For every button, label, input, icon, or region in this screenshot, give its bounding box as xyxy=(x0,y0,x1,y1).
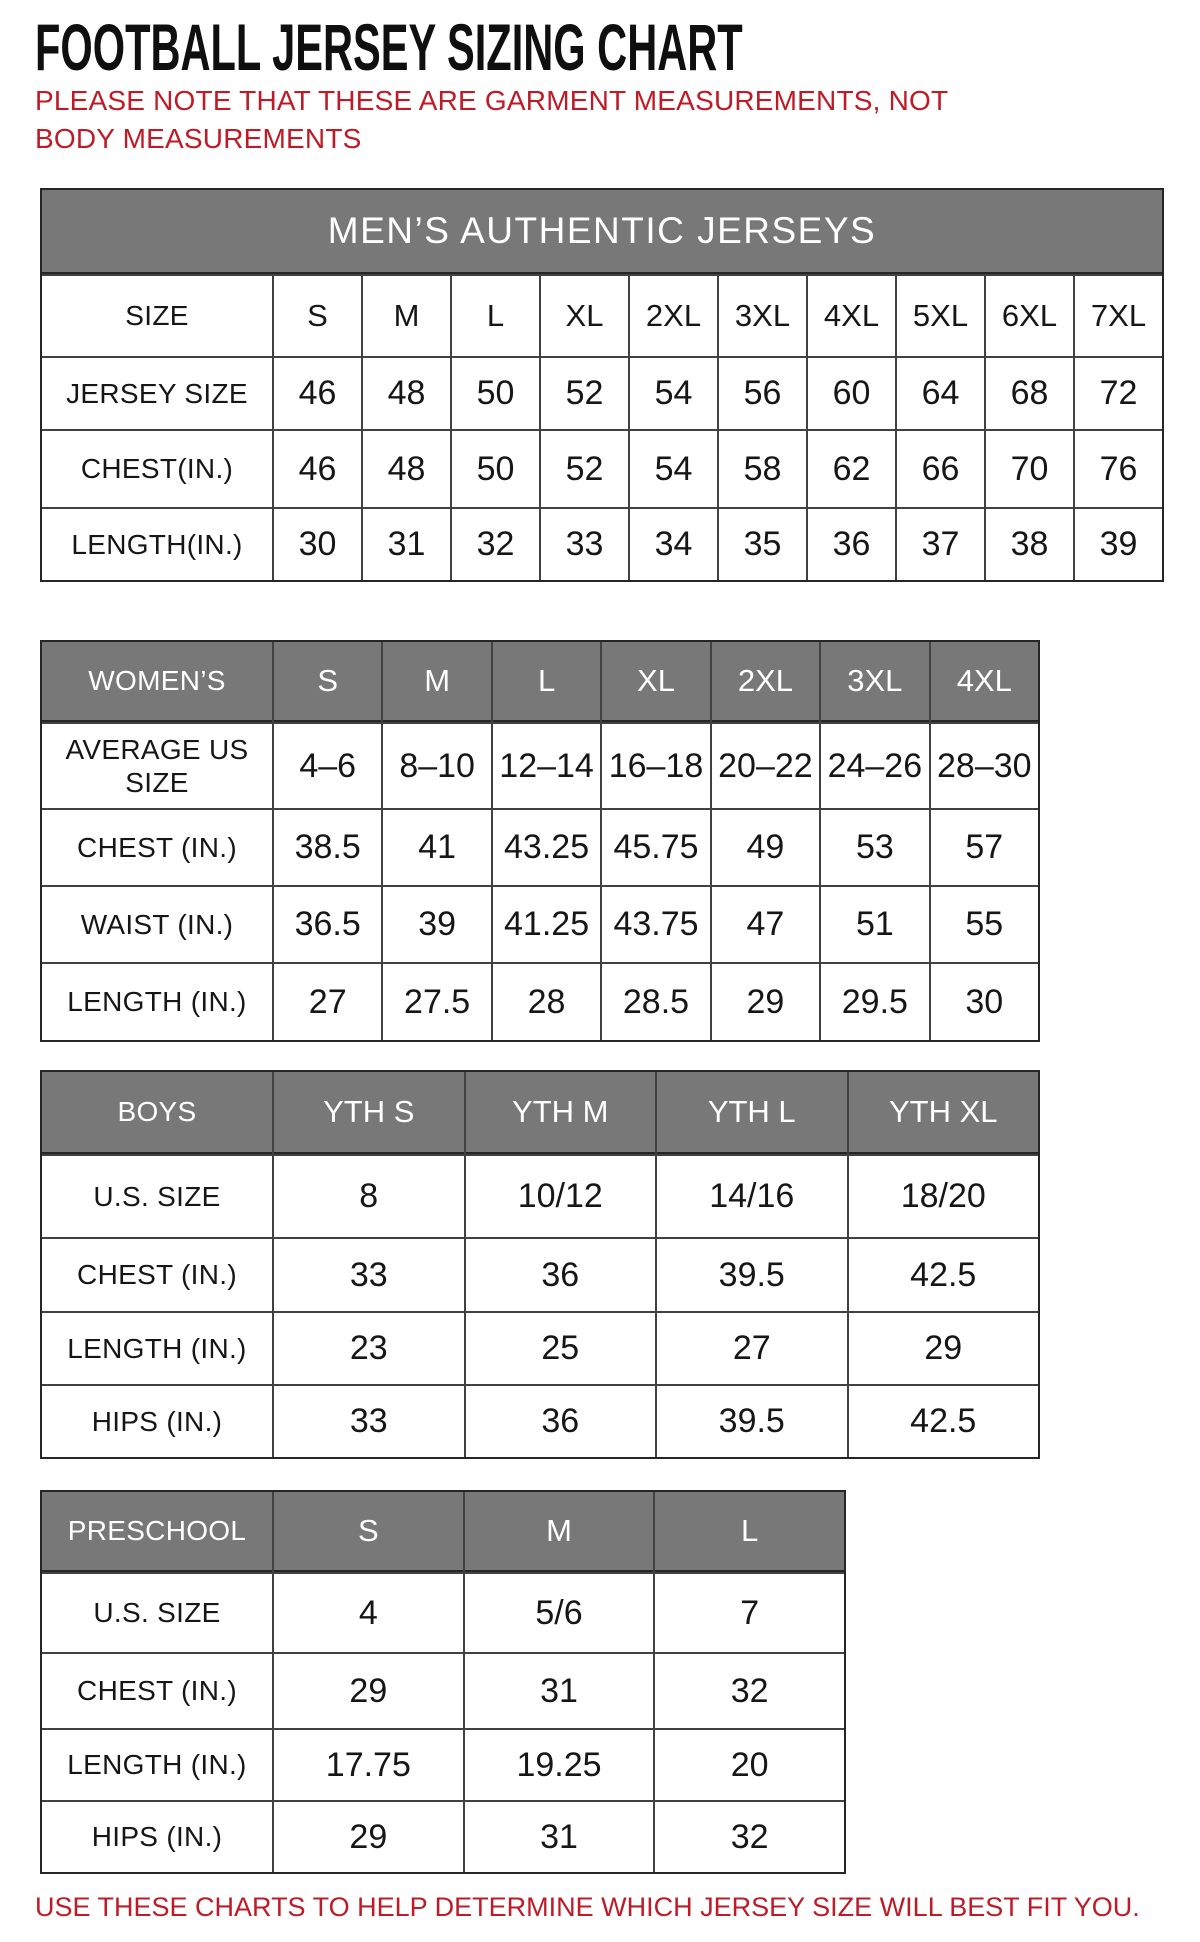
mens-row-label: CHEST(IN.) xyxy=(42,431,272,507)
boys-cell: 23 xyxy=(274,1313,464,1384)
boys-column-header: YTH S xyxy=(274,1072,464,1154)
womens-cell: 41 xyxy=(383,810,490,885)
garment-measurements-note: PLEASE NOTE THAT THESE ARE GARMENT MEASUREMENTS, NOT BODY MEASUREMENTS xyxy=(35,85,948,154)
mens-column-header: S xyxy=(274,276,361,356)
boys-column-header: YTH XL xyxy=(849,1072,1039,1154)
mens-cell: 66 xyxy=(897,431,984,507)
mens-column-header: 2XL xyxy=(630,276,717,356)
boys-sizing-table xyxy=(40,1070,1040,1459)
mens-cell: 32 xyxy=(452,509,539,580)
boys-column-header: YTH M xyxy=(466,1072,656,1154)
mens-cell: 48 xyxy=(363,431,450,507)
preschool-cell: 19.25 xyxy=(465,1730,654,1800)
boys-cell: 29 xyxy=(849,1313,1039,1384)
mens-cell: 58 xyxy=(719,431,806,507)
mens-cell: 30 xyxy=(274,509,361,580)
mens-cell: 52 xyxy=(541,431,628,507)
preschool-cell: 32 xyxy=(655,1802,844,1872)
womens-column-header: S xyxy=(274,642,381,722)
womens-column-header: 3XL xyxy=(821,642,928,722)
preschool-cell: 32 xyxy=(655,1654,844,1728)
womens-cell: 27 xyxy=(274,964,381,1040)
preschool-corner-label: PRESCHOOL xyxy=(42,1492,272,1572)
womens-cell: 29 xyxy=(712,964,819,1040)
fit-guidance-note: USE THESE CHARTS TO HELP DETERMINE WHICH JERSEY SIZE WILL BEST FIT YOU. xyxy=(35,1892,1140,1922)
boys-corner-label: BOYS xyxy=(42,1072,272,1154)
preschool-cell: 7 xyxy=(655,1574,844,1652)
mens-row-label: LENGTH(IN.) xyxy=(42,509,272,580)
womens-cell: 55 xyxy=(931,887,1038,962)
womens-cell: 24–26 xyxy=(821,724,928,808)
womens-column-header: M xyxy=(383,642,490,722)
womens-row-label: WAIST (IN.) xyxy=(42,887,272,962)
mens-column-header: 7XL xyxy=(1075,276,1162,356)
mens-corner-label: SIZE xyxy=(42,276,272,356)
mens-cell: 46 xyxy=(274,358,361,429)
boys-cell: 25 xyxy=(466,1313,656,1384)
womens-row-label: AVERAGE US SIZE xyxy=(42,724,272,808)
mens-banner: MEN’S AUTHENTIC JERSEYS xyxy=(42,190,1162,274)
boys-cell: 27 xyxy=(657,1313,847,1384)
mens-cell: 54 xyxy=(630,431,717,507)
womens-cell: 27.5 xyxy=(383,964,490,1040)
womens-column-header: XL xyxy=(602,642,709,722)
mens-row-label: JERSEY SIZE xyxy=(42,358,272,429)
boys-cell: 36 xyxy=(466,1386,656,1457)
womens-sizing-table xyxy=(40,640,1040,1042)
womens-cell: 20–22 xyxy=(712,724,819,808)
mens-column-header: 4XL xyxy=(808,276,895,356)
boys-cell: 42.5 xyxy=(849,1239,1039,1311)
womens-cell: 12–14 xyxy=(493,724,600,808)
mens-cell: 36 xyxy=(808,509,895,580)
womens-cell: 43.75 xyxy=(602,887,709,962)
preschool-cell: 29 xyxy=(274,1654,463,1728)
mens-cell: 50 xyxy=(452,431,539,507)
mens-cell: 56 xyxy=(719,358,806,429)
womens-cell: 36.5 xyxy=(274,887,381,962)
mens-authentic-jerseys-table xyxy=(40,188,1164,582)
womens-cell: 41.25 xyxy=(493,887,600,962)
preschool-row-label: HIPS (IN.) xyxy=(42,1802,272,1872)
womens-cell: 57 xyxy=(931,810,1038,885)
mens-cell: 68 xyxy=(986,358,1073,429)
preschool-cell: 20 xyxy=(655,1730,844,1800)
mens-column-header: 5XL xyxy=(897,276,984,356)
mens-cell: 33 xyxy=(541,509,628,580)
boys-row-label: U.S. SIZE xyxy=(42,1156,272,1237)
preschool-cell: 29 xyxy=(274,1802,463,1872)
mens-cell: 64 xyxy=(897,358,984,429)
page-title: FOOTBALL JERSEY SIZING CHART xyxy=(35,10,743,84)
boys-cell: 33 xyxy=(274,1386,464,1457)
womens-cell: 43.25 xyxy=(493,810,600,885)
preschool-row-label: U.S. SIZE xyxy=(42,1574,272,1652)
preschool-sizing-table xyxy=(40,1490,846,1874)
mens-cell: 52 xyxy=(541,358,628,429)
boys-column-header: YTH L xyxy=(657,1072,847,1154)
womens-cell: 39 xyxy=(383,887,490,962)
preschool-cell: 4 xyxy=(274,1574,463,1652)
preschool-cell: 31 xyxy=(465,1802,654,1872)
womens-cell: 49 xyxy=(712,810,819,885)
womens-row-label: CHEST (IN.) xyxy=(42,810,272,885)
boys-cell: 8 xyxy=(274,1156,464,1237)
womens-cell: 4–6 xyxy=(274,724,381,808)
mens-cell: 34 xyxy=(630,509,717,580)
mens-column-header: 3XL xyxy=(719,276,806,356)
boys-cell: 36 xyxy=(466,1239,656,1311)
mens-cell: 54 xyxy=(630,358,717,429)
boys-row-label: LENGTH (IN.) xyxy=(42,1313,272,1384)
womens-cell: 28–30 xyxy=(931,724,1038,808)
preschool-cell: 31 xyxy=(465,1654,654,1728)
womens-corner-label: WOMEN’S xyxy=(42,642,272,722)
mens-cell: 70 xyxy=(986,431,1073,507)
preschool-row-label: LENGTH (IN.) xyxy=(42,1730,272,1800)
boys-row-label: CHEST (IN.) xyxy=(42,1239,272,1311)
mens-cell: 60 xyxy=(808,358,895,429)
womens-cell: 53 xyxy=(821,810,928,885)
mens-cell: 50 xyxy=(452,358,539,429)
mens-cell: 46 xyxy=(274,431,361,507)
womens-cell: 28.5 xyxy=(602,964,709,1040)
womens-column-header: 2XL xyxy=(712,642,819,722)
womens-cell: 29.5 xyxy=(821,964,928,1040)
mens-cell: 72 xyxy=(1075,358,1162,429)
mens-cell: 39 xyxy=(1075,509,1162,580)
boys-cell: 33 xyxy=(274,1239,464,1311)
preschool-column-header: M xyxy=(465,1492,654,1572)
mens-cell: 38 xyxy=(986,509,1073,580)
boys-cell: 10/12 xyxy=(466,1156,656,1237)
mens-cell: 62 xyxy=(808,431,895,507)
womens-column-header: L xyxy=(493,642,600,722)
preschool-column-header: S xyxy=(274,1492,463,1572)
mens-cell: 37 xyxy=(897,509,984,580)
womens-cell: 45.75 xyxy=(602,810,709,885)
boys-cell: 39.5 xyxy=(657,1386,847,1457)
boys-cell: 18/20 xyxy=(849,1156,1039,1237)
mens-column-header: 6XL xyxy=(986,276,1073,356)
mens-cell: 35 xyxy=(719,509,806,580)
preschool-column-header: L xyxy=(655,1492,844,1572)
mens-column-header: XL xyxy=(541,276,628,356)
womens-cell: 30 xyxy=(931,964,1038,1040)
womens-cell: 16–18 xyxy=(602,724,709,808)
womens-cell: 8–10 xyxy=(383,724,490,808)
womens-cell: 38.5 xyxy=(274,810,381,885)
preschool-cell: 5/6 xyxy=(465,1574,654,1652)
womens-column-header: 4XL xyxy=(931,642,1038,722)
mens-cell: 31 xyxy=(363,509,450,580)
mens-cell: 48 xyxy=(363,358,450,429)
womens-cell: 47 xyxy=(712,887,819,962)
boys-cell: 39.5 xyxy=(657,1239,847,1311)
boys-row-label: HIPS (IN.) xyxy=(42,1386,272,1457)
mens-cell: 76 xyxy=(1075,431,1162,507)
preschool-row-label: CHEST (IN.) xyxy=(42,1654,272,1728)
boys-cell: 42.5 xyxy=(849,1386,1039,1457)
preschool-cell: 17.75 xyxy=(274,1730,463,1800)
womens-cell: 51 xyxy=(821,887,928,962)
womens-cell: 28 xyxy=(493,964,600,1040)
mens-column-header: M xyxy=(363,276,450,356)
boys-cell: 14/16 xyxy=(657,1156,847,1237)
mens-column-header: L xyxy=(452,276,539,356)
womens-row-label: LENGTH (IN.) xyxy=(42,964,272,1040)
